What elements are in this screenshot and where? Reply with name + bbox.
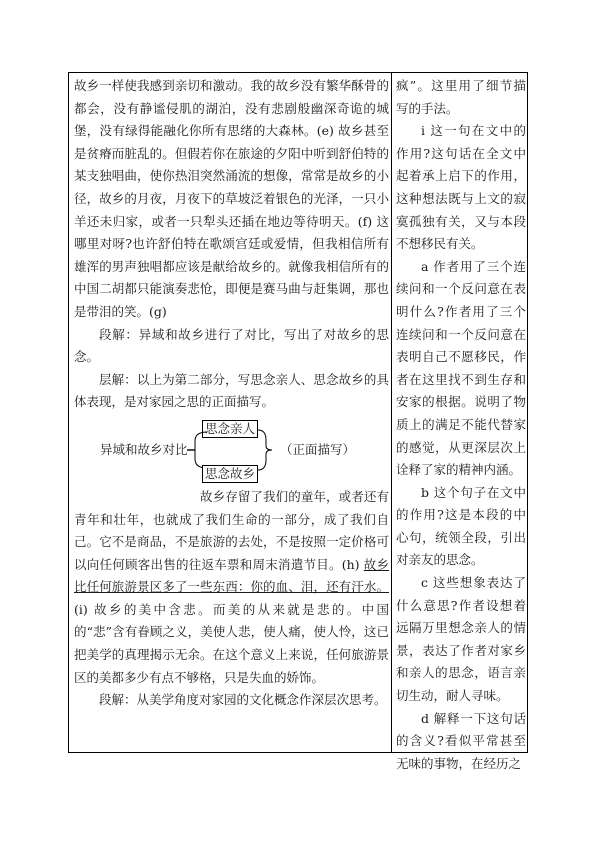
- underlined-sentence: 故乡比任何旅游景区多了一些东西：你的血、泪，还有汗水。: [74, 556, 389, 595]
- content-table: [68, 72, 528, 771]
- annotation: a 作者用了三个连续问和一个反问意在表明什么?作者用了三个连续问和一个反问意在表明自己不愿移民，作者在这里找不到生存和安家的根据。说明了物质上的满足不能代替家的感觉，从更深层次上诠释了家的精神内涵。: [396, 258, 526, 478]
- annotation: 疯”。这里用了细节描写的手法。: [396, 78, 526, 116]
- paragraph: 故乡一样使我感到亲切和激动。我的故乡没有繁华酥骨的都会，没有静谧侵肌的湖泊，没有悲剧般幽深奇诡的城堡，没有绿得能融化你所有思绪的大森林。(e) 故乡甚至是贫瘠而脏乱的。但假若你在旅途的夕阳中听到舒伯特的某支独唱曲，使你热泪突然涌流的想像，常常是故乡的小径，故乡的月夜，月夜下的草坡泛着银色的光泽，一只小羊还未归家，或者一只犁头还插在地边等待明天。(f) 这哪里对呀?也许舒伯特在歌颂宫廷或爱情，但我相信所有雄浑的男声独唱都应该是献给故乡的。就像我相信所有的中国二胡都只能演奏悲怆，即便是赛马曲与赶集调，那也是带泪的笑。(g): [74, 78, 389, 319]
- paragraph-text: 故乡存留了我们的童年，或者还有青年和壮年，也就成了我们生命的一部分，成了我们自己。它不是商品，不是旅游的去处，不是按照一定价格可以向任何顾客出售的往返车票和周末消遣节目。(h): [74, 488, 389, 572]
- paragraph: [74, 486, 389, 689]
- annotation: i 这一句在文中的作用?这句话在全文中起着承上启下的作用，这种想法既与上文的寂寞孤独有关，又与本段不想移民有关。: [396, 123, 526, 252]
- paragraph-text: (i) 故乡的美中含悲。而美的从来就是悲的。中国的“悲”含有眷顾之义，美使人悲，使人痛，使人怜，这已把美学的真理揭示无余。在这个意义上来说，任何旅游景区的美都多少有点不够格，只是失血的娇饰。: [74, 601, 389, 685]
- diagram-box-hometown: 思念故乡: [202, 465, 258, 483]
- diagram-box-relatives: 思念亲人: [202, 420, 258, 438]
- layer-summary: 层解：以上为第二部分，写思念亲人、思念故乡的具体表现，是对家园之思的正面描写。: [74, 371, 389, 410]
- annotation: c 这些想象表达了什么意思?作者设想着远隔万里想念亲人的情景，表达了作者对家乡和亲人的思念，语言亲切生动，耐人寻味。: [396, 575, 526, 704]
- diagram-note: （正面描写）: [280, 441, 356, 457]
- annotation: d 解释一下这句话的含义?看似平常甚至无味的事物，在经历之: [396, 710, 526, 771]
- annotation: b 这个句子在文中的作用?这是本段的中心句，统领全段，引出对亲友的思念。: [396, 484, 526, 568]
- paragraph-summary: 段解：异域和故乡进行了对比，写出了对故乡的思念。: [74, 326, 389, 365]
- structure-diagram: [74, 418, 389, 486]
- text-column: [74, 75, 389, 712]
- column-divider: [391, 73, 392, 752]
- diagram-label: 异域和故乡对比: [100, 441, 188, 457]
- annotation-column: [396, 75, 526, 775]
- paragraph-summary: 段解：从美学角度对家园的文化概念作深层次思考。: [99, 692, 387, 708]
